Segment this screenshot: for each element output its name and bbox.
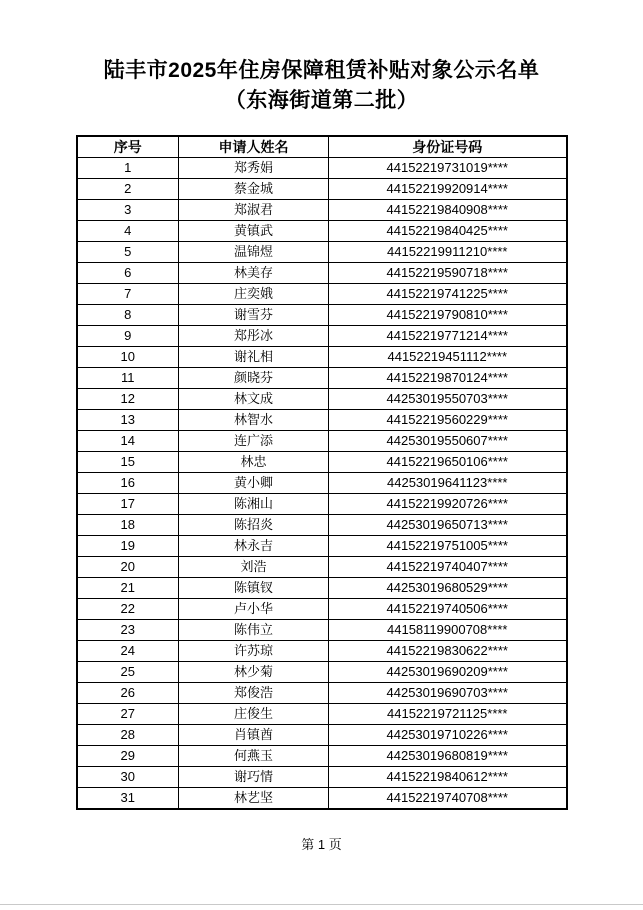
id-number-cell: 44152219650106**** [329, 452, 567, 473]
page-number: 第 1 页 [301, 837, 342, 852]
applicant-name-cell: 林文成 [179, 389, 329, 410]
table-row [77, 431, 567, 452]
row-index-cell: 11 [77, 368, 179, 389]
table-row [77, 746, 567, 767]
table-row [77, 389, 567, 410]
id-number-cell: 44152219840425**** [329, 221, 567, 242]
row-index-cell: 18 [77, 515, 179, 536]
id-number-cell: 44152219771214**** [329, 326, 567, 347]
row-index-cell: 29 [77, 746, 179, 767]
row-index-cell: 5 [77, 242, 179, 263]
id-number-cell: 44253019650713**** [329, 515, 567, 536]
id-number-cell: 44152219741225**** [329, 284, 567, 305]
row-index-cell: 20 [77, 557, 179, 578]
title-line-1: 陆丰市2025年住房保障租赁补贴对象公示名单 [103, 59, 540, 82]
row-index-cell: 7 [77, 284, 179, 305]
table-row [77, 452, 567, 473]
table-row [77, 242, 567, 263]
row-index-cell: 9 [77, 326, 179, 347]
applicant-name-cell: 郑俊浩 [179, 683, 329, 704]
id-number-cell: 44152219740506**** [329, 599, 567, 620]
row-index-cell: 10 [77, 347, 179, 368]
id-number-cell: 44152219920726**** [329, 494, 567, 515]
bottom-divider [0, 904, 643, 905]
table-header [77, 136, 567, 158]
id-number-cell: 44152219840908**** [329, 200, 567, 221]
table-row [77, 557, 567, 578]
row-index-cell: 13 [77, 410, 179, 431]
id-number-cell: 44152219751005**** [329, 536, 567, 557]
col-header-applicant-name: 申请人姓名 [179, 136, 329, 158]
recipients-table [76, 135, 568, 810]
row-index-cell: 23 [77, 620, 179, 641]
table-row [77, 515, 567, 536]
table-row [77, 158, 567, 179]
applicant-name-cell: 温锦煜 [179, 242, 329, 263]
applicant-name-cell: 谢雪芬 [179, 305, 329, 326]
applicant-name-cell: 连广添 [179, 431, 329, 452]
table-row [77, 200, 567, 221]
applicant-name-cell: 陈招炎 [179, 515, 329, 536]
row-index-cell: 6 [77, 263, 179, 284]
table-row [77, 725, 567, 746]
id-number-cell: 44152219721125**** [329, 704, 567, 725]
table-row [77, 263, 567, 284]
table-row [77, 221, 567, 242]
row-index-cell: 27 [77, 704, 179, 725]
applicant-name-cell: 卢小华 [179, 599, 329, 620]
id-number-cell: 44152219560229**** [329, 410, 567, 431]
id-number-cell: 44152219920914**** [329, 179, 567, 200]
applicant-name-cell: 颜晓芬 [179, 368, 329, 389]
applicant-name-cell: 郑彤冰 [179, 326, 329, 347]
table-row [77, 599, 567, 620]
table-row [77, 305, 567, 326]
table-row [77, 662, 567, 683]
row-index-cell: 12 [77, 389, 179, 410]
applicant-name-cell: 林艺坚 [179, 788, 329, 810]
id-number-cell: 44158119900708**** [329, 620, 567, 641]
document-title [0, 0, 643, 116]
table-row [77, 788, 567, 810]
table-header-row [77, 136, 567, 158]
row-index-cell: 14 [77, 431, 179, 452]
table-row [77, 641, 567, 662]
id-number-cell: 44152219740407**** [329, 557, 567, 578]
id-number-cell: 44253019710226**** [329, 725, 567, 746]
applicant-name-cell: 蔡金城 [179, 179, 329, 200]
applicant-name-cell: 黄小卿 [179, 473, 329, 494]
applicant-name-cell: 陈伟立 [179, 620, 329, 641]
id-number-cell: 44152219840612**** [329, 767, 567, 788]
title-line-2: （东海街道第二批） [224, 89, 419, 112]
row-index-cell: 16 [77, 473, 179, 494]
row-index-cell: 22 [77, 599, 179, 620]
applicant-name-cell: 何燕玉 [179, 746, 329, 767]
row-index-cell: 25 [77, 662, 179, 683]
table-row [77, 578, 567, 599]
applicant-name-cell: 谢巧情 [179, 767, 329, 788]
applicant-name-cell: 庄奕娥 [179, 284, 329, 305]
applicant-name-cell: 刘浩 [179, 557, 329, 578]
table-row [77, 620, 567, 641]
applicant-name-cell: 林智水 [179, 410, 329, 431]
row-index-cell: 24 [77, 641, 179, 662]
id-number-cell: 44253019641123**** [329, 473, 567, 494]
applicant-name-cell: 郑淑君 [179, 200, 329, 221]
id-number-cell: 44152219590718**** [329, 263, 567, 284]
id-number-cell: 44152219911210**** [329, 242, 567, 263]
table-row [77, 410, 567, 431]
table-row [77, 536, 567, 557]
applicant-name-cell: 林少菊 [179, 662, 329, 683]
applicant-name-cell: 林美存 [179, 263, 329, 284]
id-number-cell: 44152219740708**** [329, 788, 567, 810]
table-row [77, 326, 567, 347]
row-index-cell: 8 [77, 305, 179, 326]
id-number-cell: 44152219830622**** [329, 641, 567, 662]
table-body [77, 158, 567, 810]
row-index-cell: 30 [77, 767, 179, 788]
applicant-name-cell: 许苏琼 [179, 641, 329, 662]
applicant-name-cell: 林忠 [179, 452, 329, 473]
row-index-cell: 19 [77, 536, 179, 557]
applicant-name-cell: 黄镇武 [179, 221, 329, 242]
table-row [77, 683, 567, 704]
row-index-cell: 4 [77, 221, 179, 242]
applicant-name-cell: 陈湘山 [179, 494, 329, 515]
applicant-name-cell: 肖镇酋 [179, 725, 329, 746]
id-number-cell: 44152219731019**** [329, 158, 567, 179]
row-index-cell: 1 [77, 158, 179, 179]
table-row [77, 368, 567, 389]
row-index-cell: 31 [77, 788, 179, 810]
applicant-name-cell: 谢礼相 [179, 347, 329, 368]
applicant-name-cell: 林永吉 [179, 536, 329, 557]
id-number-cell: 44253019690209**** [329, 662, 567, 683]
row-index-cell: 15 [77, 452, 179, 473]
table-row [77, 284, 567, 305]
row-index-cell: 3 [77, 200, 179, 221]
applicant-name-cell: 庄俊生 [179, 704, 329, 725]
id-number-cell: 44253019680819**** [329, 746, 567, 767]
row-index-cell: 21 [77, 578, 179, 599]
id-number-cell: 44253019550607**** [329, 431, 567, 452]
table-row [77, 704, 567, 725]
id-number-cell: 44253019550703**** [329, 389, 567, 410]
table-row [77, 347, 567, 368]
row-index-cell: 2 [77, 179, 179, 200]
table-row [77, 473, 567, 494]
table-row [77, 494, 567, 515]
col-header-id-number: 身份证号码 [329, 136, 567, 158]
id-number-cell: 44152219451112**** [329, 347, 567, 368]
table-row [77, 179, 567, 200]
col-header-index: 序号 [77, 136, 179, 158]
applicant-name-cell: 郑秀娟 [179, 158, 329, 179]
row-index-cell: 28 [77, 725, 179, 746]
id-number-cell: 44253019690703**** [329, 683, 567, 704]
id-number-cell: 44253019680529**** [329, 578, 567, 599]
table-row [77, 767, 567, 788]
row-index-cell: 17 [77, 494, 179, 515]
applicant-name-cell: 陈镇钗 [179, 578, 329, 599]
row-index-cell: 26 [77, 683, 179, 704]
id-number-cell: 44152219790810**** [329, 305, 567, 326]
id-number-cell: 44152219870124**** [329, 368, 567, 389]
